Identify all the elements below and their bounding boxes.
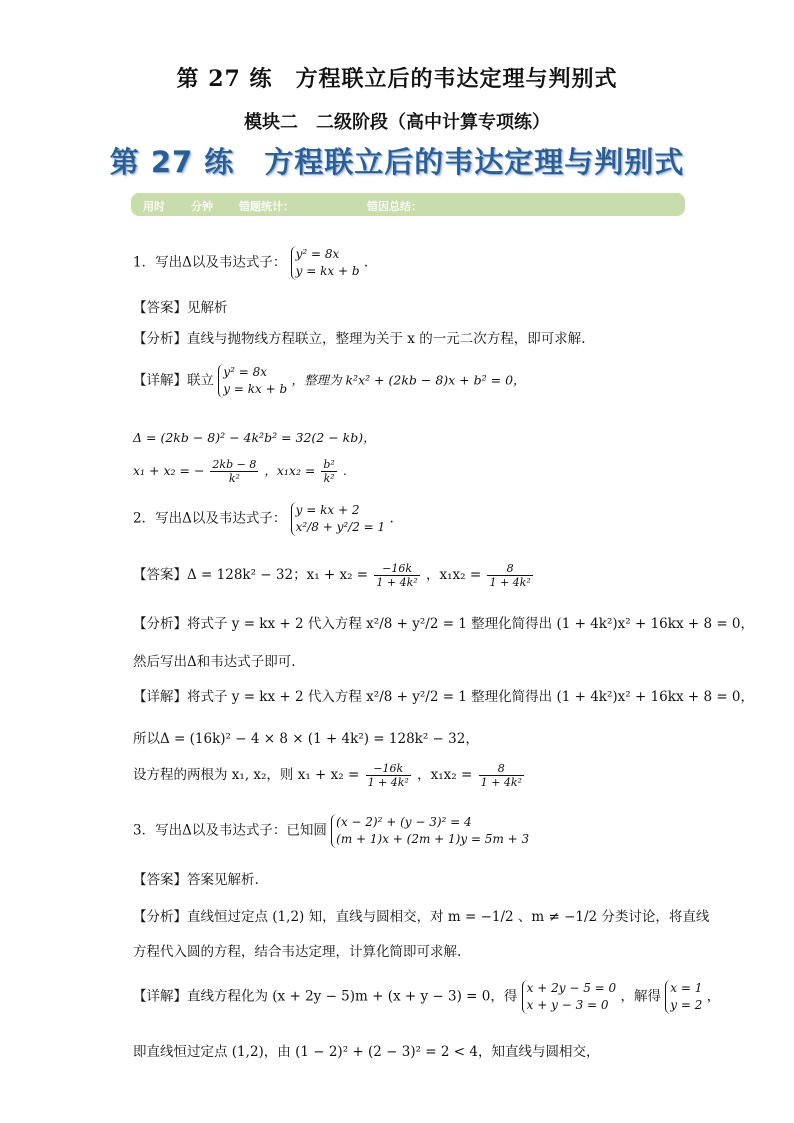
q2-d3-prod-num: 8	[479, 762, 524, 776]
q1-detail-eq1: y² = 8x	[223, 365, 267, 379]
q2-ans-prod-den: 1 + 4k²	[489, 576, 531, 589]
q1-vieta-line	[133, 458, 347, 485]
q3-detail-eq2: x + y − 3 = 0	[526, 998, 609, 1012]
q1-sum-frac	[210, 458, 258, 485]
error-summary-label: 错因总结：	[367, 200, 422, 213]
q1-prod-frac	[321, 458, 336, 485]
q1-prompt-line	[133, 246, 368, 280]
q3-result-eq1: x = 1	[670, 981, 703, 995]
q2-d3-prod-den: 1 + 4k²	[480, 776, 522, 789]
banner-title: 第 27 练 方程联立后的韦达定理与判别式	[109, 145, 685, 179]
q2-sys-eq2: x²/8 + y²/2 = 1	[295, 520, 386, 534]
q1-detail-pre: 【详解】联立	[133, 372, 214, 389]
q1-prompt: 1．写出Δ以及韦达式子：	[133, 254, 287, 271]
q3-detail-end: ，	[706, 988, 721, 1005]
q3-analysis2: 方程代入圆的方程，结合韦达定理，计算化简即可求解.	[133, 944, 462, 960]
q1-vieta-end: .	[342, 463, 347, 478]
q3-detail-pre: 【详解】直线方程化为 (x + 2y − 5)m + (x + y − 3) = 0，得	[133, 988, 518, 1005]
q1-detail-eq2: y = kx + b	[223, 382, 288, 396]
q2-detail3-line	[133, 762, 526, 789]
q2-ans-prod-lhs: ，x₁x₂ =	[426, 567, 482, 583]
time-label: 用时	[143, 200, 165, 213]
page-title: 第 27 练 方程联立后的韦达定理与判别式	[176, 66, 618, 92]
q1-sum-lhs: x₁ + x₂ = −	[133, 463, 205, 478]
q1-sum-num: 2kb − 8	[212, 458, 257, 471]
q1-analysis: 【分析】直线与抛物线方程联立，整理为关于 x 的一元二次方程，即可求解.	[133, 331, 586, 347]
q2-ans-sum-frac	[374, 562, 419, 589]
q3-detail-eq1: x + 2y − 5 = 0	[526, 981, 617, 995]
q3-sys-eq1: (x − 2)² + (y − 3)² = 4	[336, 815, 472, 829]
q1-detail-line	[133, 364, 526, 398]
q3-detail-mid: ，解得	[620, 988, 661, 1005]
module-subtitle: 模块二 二级阶段（高中计算专项练）	[244, 112, 550, 133]
q3-prompt: 3．写出Δ以及韦达式子：已知圆	[133, 822, 327, 839]
q1-sys-eq1: y² = 8x	[295, 247, 340, 261]
q2-analysis1: 【分析】将式子 y = kx + 2 代入方程 x²/8 + y²/2 = 1 整理化简得出 (1 + 4k²)x² + 16kx + 8 = 0，	[133, 616, 755, 632]
q2-sys-eq1: y = kx + 2	[295, 503, 360, 517]
q3-result-system	[665, 980, 702, 1014]
q2-ans-prod-frac	[487, 562, 532, 589]
q2-detail1: 【详解】将式子 y = kx + 2 代入方程 x²/8 + y²/2 = 1 整理化简得出 (1 + 4k²)x² + 16kx + 8 = 0，	[133, 689, 755, 705]
q2-answer-line	[133, 562, 535, 589]
q2-answer-pre: 【答案】Δ = 128k² − 32；x₁ + x₂ =	[133, 567, 369, 583]
q2-system	[291, 502, 386, 536]
q3-prompt-line	[133, 814, 529, 848]
q2-ans-prod-num: 8	[487, 562, 532, 576]
q2-d3-sum-frac	[366, 762, 411, 789]
q1-system	[291, 246, 360, 280]
q3-system	[331, 814, 529, 848]
q3-sys-eq2: (m + 1)x + (2m + 1)y = 5m + 3	[336, 832, 530, 846]
q1-answer: 【答案】见解析	[133, 300, 228, 316]
q3-last: 即直线恒过定点 (1,2)，由 (1 − 2)² + (2 − 3)² = 2 < 4，知直线与圆相交，	[133, 1044, 600, 1060]
q1-sys-eq2: y = kx + b	[295, 264, 360, 278]
q1-prod-num: b²	[323, 458, 335, 471]
q1-sum-den: k²	[228, 472, 240, 485]
q3-detail-line	[133, 980, 720, 1014]
q2-end: .	[389, 510, 394, 527]
q2-d3-sum-num: −16k	[366, 762, 411, 776]
q2-prompt-line	[133, 502, 394, 536]
q2-d3-prod-lhs: ，x₁x₂ =	[417, 767, 473, 783]
minutes-label: 分钟	[191, 200, 213, 213]
q2-detail2: 所以Δ = (16k)² − 4 × 8 × (1 + 4k²) = 128k² − 32，	[133, 731, 479, 747]
q1-delta: Δ = (2kb − 8)² − 4k²b² = 32(2 − kb)，	[133, 430, 376, 445]
q2-analysis2: 然后写出Δ和韦达式子即可.	[133, 654, 296, 670]
q2-ans-sum-den: 1 + 4k²	[376, 576, 418, 589]
q1-detail-system	[218, 364, 287, 398]
q2-prompt: 2．写出Δ以及韦达式子：	[133, 510, 287, 527]
q1-prod-lhs: ，x₁x₂ =	[264, 463, 316, 478]
q2-detail3-pre: 设方程的两根为 x₁, x₂，则 x₁ + x₂ =	[133, 767, 360, 783]
q1-detail-post: ，整理为 k²x² + (2kb − 8)x + b² = 0，	[291, 372, 526, 388]
q1-end: .	[363, 254, 369, 271]
q1-prod-den: k²	[323, 472, 335, 485]
error-stats-label: 错题统计：	[239, 200, 294, 213]
info-bar	[131, 193, 685, 216]
q3-analysis1: 【分析】直线恒过定点 (1,2) 知，直线与圆相交，对 m = −1/2 、m ≠ −1/2 分类讨论，将直线	[133, 909, 710, 925]
q2-d3-sum-den: 1 + 4k²	[367, 776, 409, 789]
q3-detail-system	[522, 980, 617, 1014]
q2-ans-sum-num: −16k	[374, 562, 419, 576]
q3-result-eq2: y = 2	[670, 998, 703, 1012]
q2-d3-prod-frac	[479, 762, 524, 789]
q3-answer: 【答案】答案见解析.	[133, 872, 259, 888]
